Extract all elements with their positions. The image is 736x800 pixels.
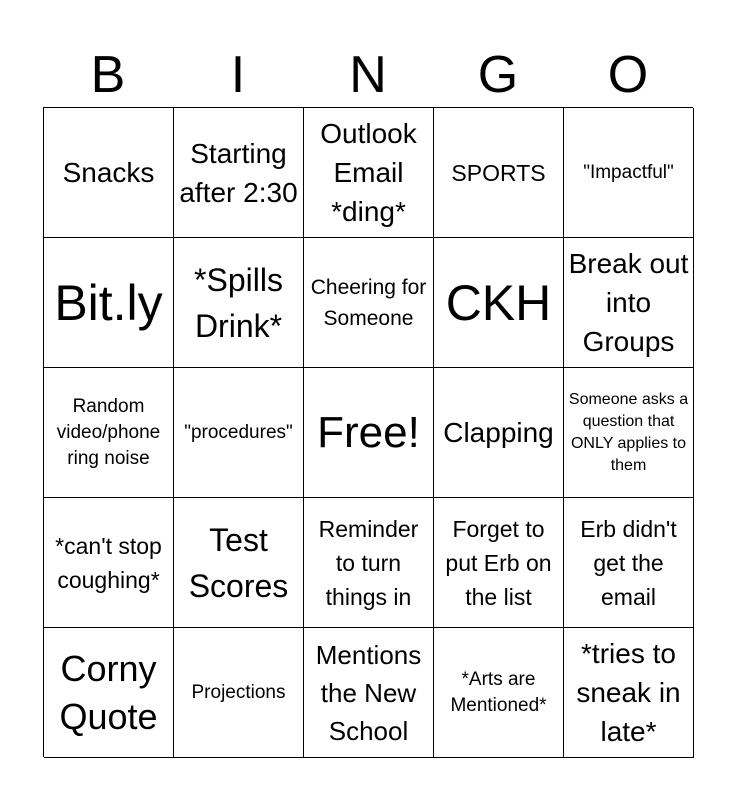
bingo-board — [43, 107, 693, 757]
cell-text: Corny Quote — [59, 647, 158, 737]
cell-text: Starting after 2:30 — [179, 137, 298, 208]
bingo-cell[interactable] — [44, 368, 174, 498]
cell-text: *Spills Drink* — [194, 261, 283, 344]
cell-text: Cheering for Someone — [310, 275, 427, 330]
cell-text: *Arts are Mentioned* — [450, 668, 547, 716]
bingo-cell[interactable] — [44, 108, 174, 238]
cell-text: "Impactful" — [583, 161, 674, 183]
cell-text: Random video/phone ring noise — [56, 395, 161, 469]
bingo-cell[interactable] — [304, 628, 434, 758]
cell-text: Forget to put Erb on the list — [445, 515, 552, 610]
cell-text: Snacks — [62, 157, 155, 188]
header-letter-o: O — [607, 46, 649, 104]
bingo-cell[interactable] — [174, 238, 304, 368]
bingo-cell[interactable] — [434, 238, 564, 368]
bingo-cell[interactable] — [564, 628, 694, 758]
cell-text: Projections — [191, 681, 286, 703]
bingo-cell[interactable] — [434, 498, 564, 628]
bingo-header — [43, 44, 693, 106]
header-letter-b: B — [90, 46, 126, 104]
bingo-cell[interactable] — [44, 238, 174, 368]
free-space-text: Free! — [317, 407, 420, 457]
bingo-cell[interactable] — [44, 498, 174, 628]
bingo-cell[interactable] — [304, 238, 434, 368]
cell-text: CKH — [445, 274, 552, 331]
bingo-cell[interactable] — [434, 368, 564, 498]
cell-text: Clapping — [443, 417, 554, 448]
cell-text: Mentions the New School — [315, 639, 422, 746]
cell-text: Break out into Groups — [568, 248, 689, 357]
cell-text: Erb didn't get the email — [580, 515, 677, 610]
cell-text: Test Scores — [188, 521, 289, 604]
cell-text: Reminder to turn things in — [318, 515, 419, 610]
bingo-cell[interactable] — [564, 238, 694, 368]
bingo-cell[interactable] — [304, 108, 434, 238]
bingo-cell[interactable] — [564, 498, 694, 628]
cell-text: *tries to sneak in late* — [576, 638, 681, 747]
bingo-cell[interactable] — [564, 368, 694, 498]
bingo-cell[interactable] — [174, 628, 304, 758]
cell-text: SPORTS — [451, 159, 546, 186]
bingo-cell[interactable] — [304, 498, 434, 628]
header-letter-g: G — [477, 46, 519, 104]
bingo-cell[interactable] — [44, 628, 174, 758]
bingo-cell[interactable] — [564, 108, 694, 238]
header-letter-i: I — [230, 46, 246, 104]
bingo-cell[interactable] — [174, 108, 304, 238]
bingo-cell[interactable] — [434, 628, 564, 758]
cell-text: "procedures" — [184, 421, 293, 443]
cell-text: Outlook Email *ding* — [320, 118, 417, 227]
header-letter-n: N — [349, 46, 387, 104]
cell-text: Someone asks a question that ONLY applies to them — [568, 390, 689, 474]
bingo-cell[interactable] — [174, 498, 304, 628]
cell-text: Bit.ly — [54, 274, 163, 331]
free-space-cell[interactable] — [304, 368, 434, 498]
bingo-cell[interactable] — [174, 368, 304, 498]
cell-text: *can't stop coughing* — [55, 532, 162, 593]
bingo-cell[interactable] — [434, 108, 564, 238]
